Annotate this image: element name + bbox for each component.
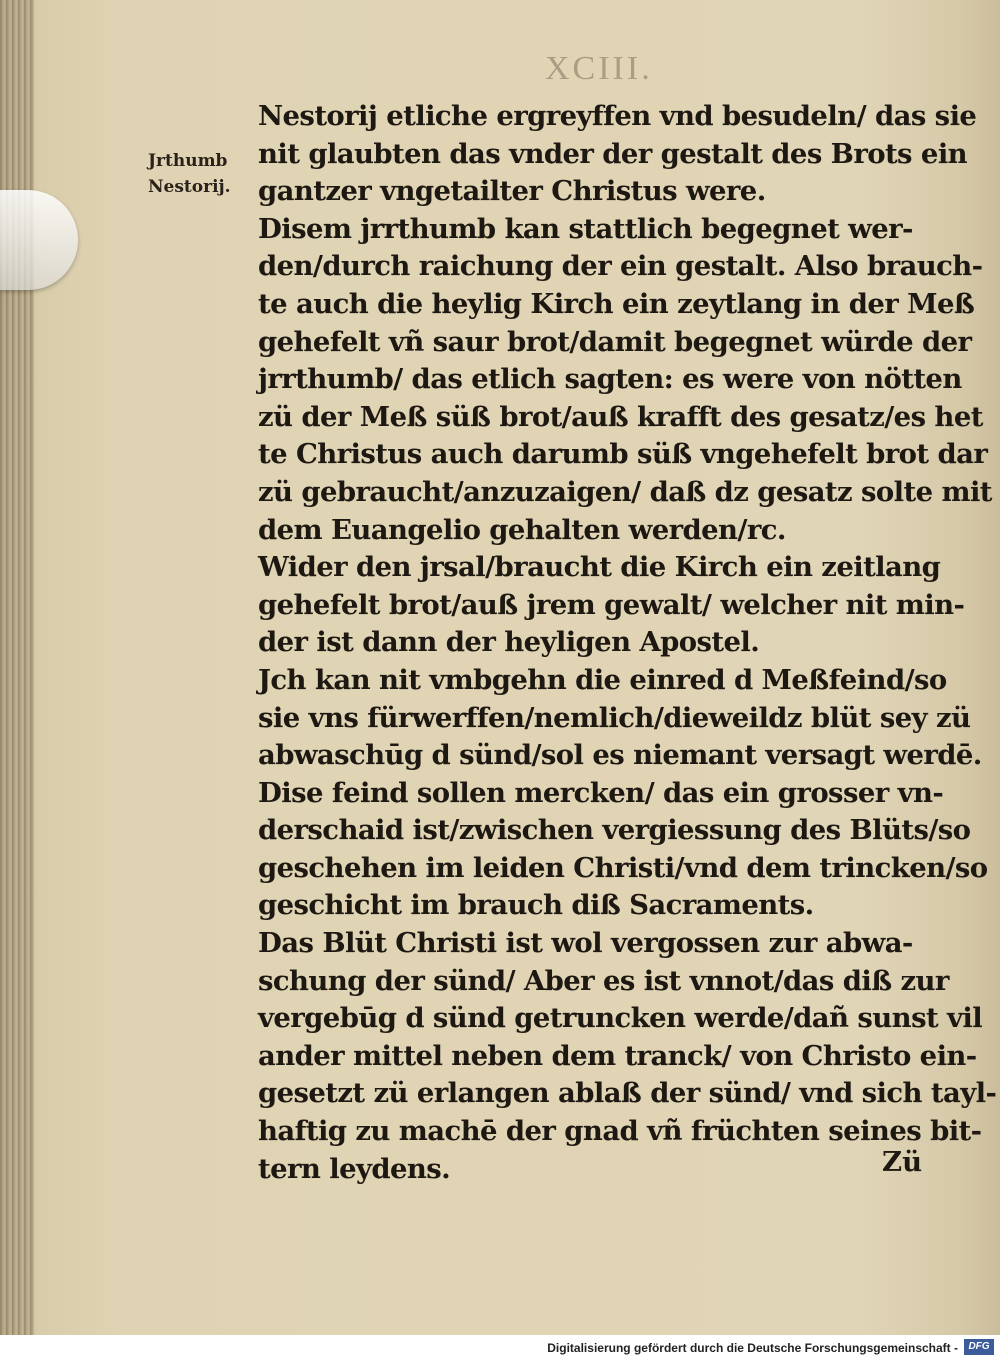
margin-note (148, 148, 248, 200)
catchword: Zü (882, 1146, 923, 1178)
text-line: zü gebraucht/anzuzaigen/ daß dz gesatz solte mit (258, 475, 992, 508)
text-line: Disem jrrthumb kan stattlich begegnet wer- (258, 212, 913, 245)
text-line: gesetzt zü erlangen ablaß der sünd/ vnd sich tayl- (258, 1077, 997, 1110)
page-clip (0, 190, 78, 290)
text-line: te Christus auch darumb süß vngehefelt brot dar (258, 438, 988, 471)
text-line: derschaid ist/zwischen vergiessung des Blüts/so (258, 814, 971, 847)
text-line: te auch die heylig Kirch ein zeytlang in der Meß (258, 287, 975, 320)
body-text (258, 98, 997, 1188)
text-line: ander mittel neben dem tranck/ von Christo ein- (258, 1039, 977, 1072)
folio-number: XCIII. (545, 50, 653, 87)
footer-bar (0, 1335, 1000, 1360)
text-line: dem Euangelio gehalten werden/rc. (258, 513, 786, 546)
text-line: Dise feind sollen mercken/ das ein grosser vn- (258, 776, 944, 809)
text-line: jrrthumb/ das etlich sagten: es were von nötten (258, 363, 962, 396)
text-line: Das Blüt Christi ist wol vergossen zur abwa- (258, 927, 913, 960)
text-line: gehefelt vñ saur brot/damit begegnet würde der (258, 325, 972, 358)
dfg-logo: DFG (964, 1339, 994, 1355)
text-line: zü der Meß süß brot/auß krafft des gesatz/es het (258, 400, 983, 433)
text-line: Jch kan nit vmbgehn die einred d Meßfeind/so (258, 663, 947, 696)
text-line: der ist dann der heyligen Apostel. (258, 626, 760, 659)
footer-credit: Digitalisierung gefördert durch die Deutsche Forschungsgemeinschaft - (547, 1341, 958, 1355)
text-line: Nestorij etliche ergreyffen vnd besudeln/ das sie (258, 100, 977, 132)
text-line: gehefelt brot/auß jrem gewalt/ welcher nit min- (258, 588, 965, 621)
text-line: vergebūg d sünd getruncken werde/dañ sunst vil (258, 1002, 983, 1035)
text-line: sie vns fürwerffen/nemlich/dieweildz blüt sey zü (258, 701, 971, 734)
text-line: haftig zu machē der gnad vñ früchten seines bit- (258, 1115, 982, 1148)
text-line: den/durch raichung der ein gestalt. Also brauch- (258, 250, 983, 283)
text-line: geschehen im leiden Christi/vnd dem trincken/so (258, 851, 988, 884)
text-line: geschicht im brauch diß Sacraments. (258, 889, 814, 922)
text-line: nit glaubten das vnder der gestalt des Brots ein (258, 137, 968, 170)
margin-note-line: Nestorij. (148, 177, 231, 197)
text-line: Wider den jrsal/braucht die Kirch ein zeitlang (258, 551, 941, 584)
text-line: gantzer vngetailter Christus were. (258, 175, 766, 208)
text-line: abwaschūg d sünd/sol es niemant versagt werdē. (258, 739, 982, 772)
text-line: tern leydens. (258, 1152, 451, 1185)
text-line: schung der sünd/ Aber es ist vnnot/das diß zur (258, 964, 949, 997)
margin-note-line: Jrthumb (148, 151, 228, 171)
